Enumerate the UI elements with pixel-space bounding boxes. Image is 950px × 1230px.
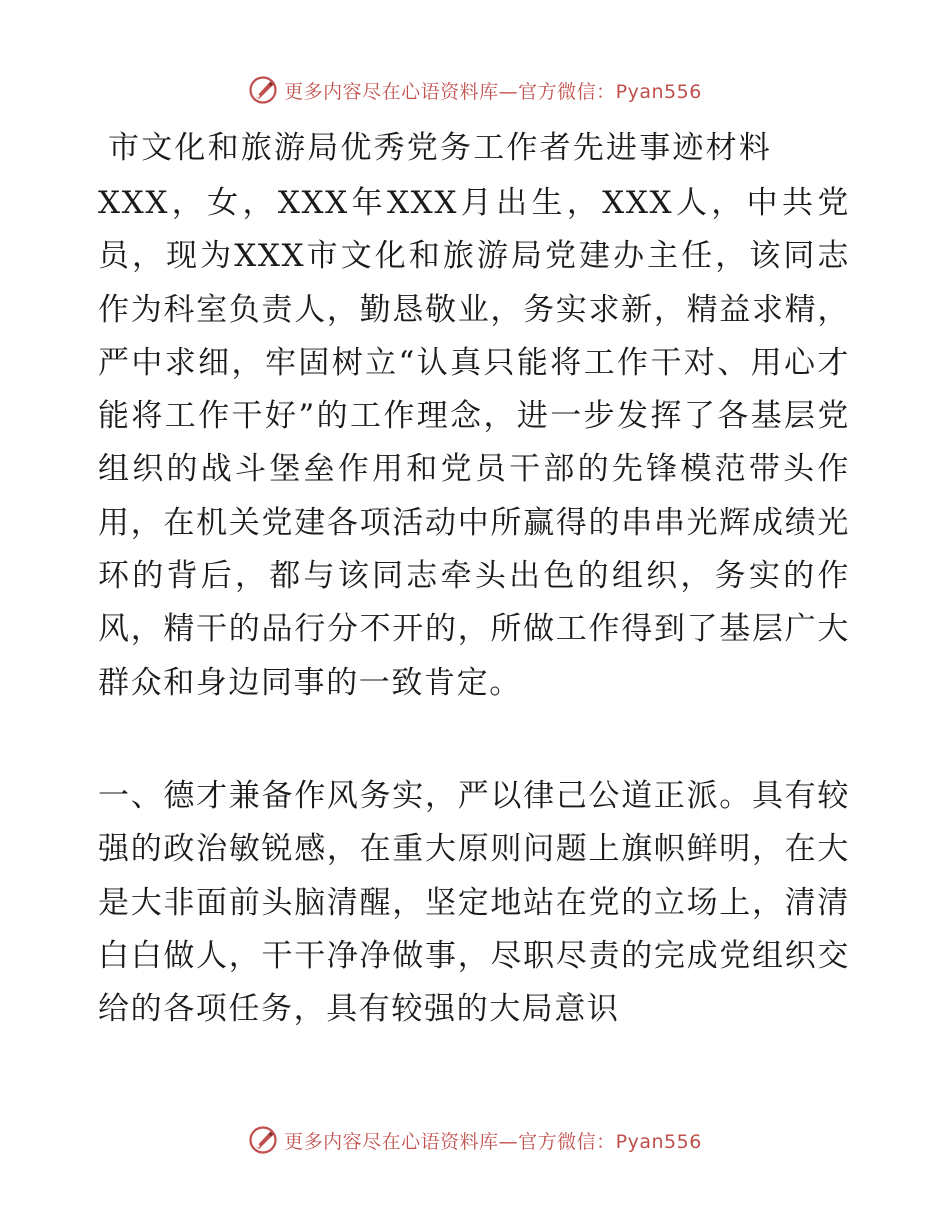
header-watermark-text: 更多内容尽在心语资料库—官方微信：Pyan556 xyxy=(284,80,702,103)
pen-circle-logo-icon xyxy=(248,75,278,105)
header-watermark-banner xyxy=(0,70,950,110)
pen-circle-logo-icon xyxy=(248,1125,278,1155)
footer-watermark-text: 更多内容尽在心语资料库—官方微信：Pyan556 xyxy=(284,1130,702,1153)
document-title: 市文化和旅游局优秀党务工作者先进事迹材料 xyxy=(108,130,772,166)
footer-watermark-banner xyxy=(0,1120,950,1160)
body-paragraph: 一、德才兼备作风务实，严以律己公道正派。具有较强的政治敏锐感，在重大原则问题上旗帜鲜明，在大是大非面前头脑清醒，坚定地站在党的立场上，清清白白做人，干干净净做事，尽职尽责的完成党组织交给的各项任务，具有较强的大局意识 xyxy=(98,778,850,1028)
body-paragraph: XXX，女，XXX年XXX月出生，XXX人，中共党员，现为XXX市文化和旅游局党建办主任，该同志作为科室负责人，勤恳敬业，务实求新，精益求精，严中求细，牢固树立“认真只能将工作干对、用心才能将工作干好”的工作理念，进一步发挥了各基层党组织的战斗堡垒作用和党员干部的先锋模范带头作用，在机关党建各项活动中所赢得的串串光辉成绩光环的背后，都与该同志牵头出色的组织，务实的作风，精干的品行分不开的，所做工作得到了基层广大群众和身边同事的一致肯定。 xyxy=(98,185,850,701)
